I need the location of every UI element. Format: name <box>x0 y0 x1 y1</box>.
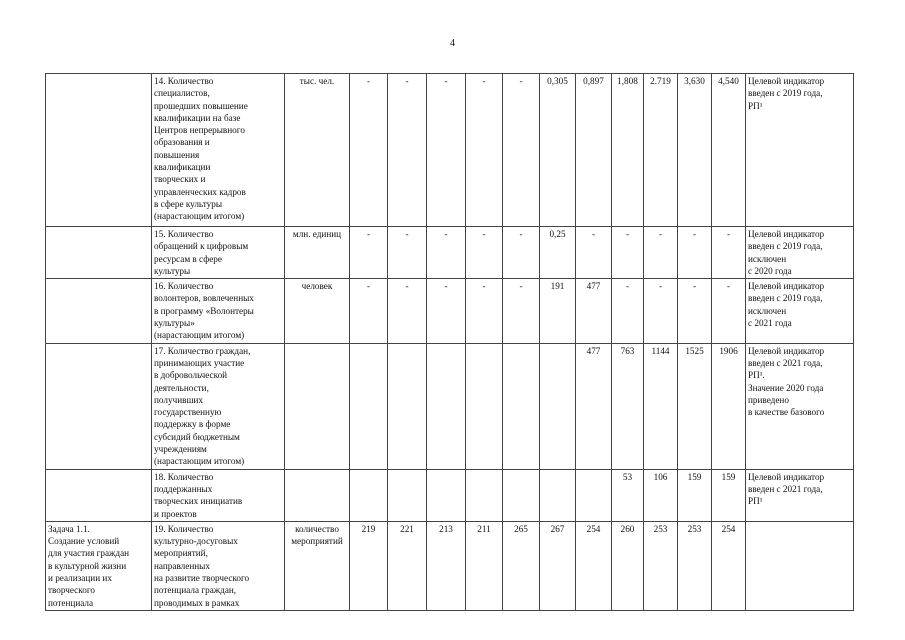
indicator-name-cell-line: в сфере культуры <box>154 198 223 209</box>
indicator-name-cell-line: (нарастающим итогом) <box>154 456 245 467</box>
note-cell-line: РП¹ <box>748 100 763 111</box>
unit-cell: млн. единиц <box>285 227 350 279</box>
note-cell-line: РП¹. <box>748 370 765 381</box>
task-cell <box>46 343 152 469</box>
task-cell <box>46 279 152 343</box>
indicator-name-cell <box>152 521 285 610</box>
value-cell: - <box>503 227 540 279</box>
indicator-name-cell-line: (нарастающим итогом) <box>154 330 245 341</box>
indicator-name-cell-line: 19. Количество <box>154 523 214 534</box>
value-cell <box>503 343 540 469</box>
value-cell: 159 <box>712 469 746 521</box>
value-cell: - <box>388 279 427 343</box>
indicator-name-cell-line: 18. Количество <box>154 471 214 482</box>
value-cell: - <box>712 227 746 279</box>
note-cell-line: введен с 2019 года, <box>748 293 823 304</box>
value-cell: 253 <box>678 521 712 610</box>
value-cell: 477 <box>576 343 612 469</box>
value-cell: - <box>388 227 427 279</box>
value-cell: - <box>350 74 388 227</box>
value-cell: 106 <box>644 469 678 521</box>
value-cell <box>388 343 427 469</box>
value-cell: - <box>612 279 644 343</box>
note-cell-line: Значение 2020 года <box>748 382 824 393</box>
unit-cell: количество мероприятий <box>285 521 350 610</box>
indicator-name-cell <box>152 343 285 469</box>
indicator-name-cell-line: творческих и <box>154 174 206 185</box>
indicator-name-cell-line: учреждениям <box>154 444 207 455</box>
indicator-name-cell <box>152 227 285 279</box>
table-row <box>46 74 854 227</box>
value-cell: - <box>678 279 712 343</box>
value-cell: - <box>503 74 540 227</box>
table-row <box>46 227 854 279</box>
value-cell: - <box>350 279 388 343</box>
note-cell-line: Целевой индикатор <box>748 281 825 292</box>
value-cell: 0,897 <box>576 74 612 227</box>
value-cell: - <box>466 227 503 279</box>
value-cell <box>388 469 427 521</box>
task-cell-line: творческого <box>48 585 95 596</box>
value-cell: 211 <box>466 521 503 610</box>
note-cell-line: введен с 2021 года, <box>748 483 823 494</box>
value-cell <box>576 469 612 521</box>
value-cell: 4,540 <box>712 74 746 227</box>
value-cell <box>350 343 388 469</box>
value-cell: 1906 <box>712 343 746 469</box>
note-cell-line: Целевой индикатор <box>748 229 825 239</box>
note-cell-line: введен с 2019 года, <box>748 241 823 252</box>
indicator-name-cell-line: культуры <box>154 265 191 276</box>
value-cell: 0,25 <box>540 227 576 279</box>
unit-cell <box>285 469 350 521</box>
indicator-name-cell-line: квалификации <box>154 162 211 173</box>
value-cell: 3,630 <box>678 74 712 227</box>
value-cell <box>427 469 466 521</box>
value-cell: 1,808 <box>612 74 644 227</box>
indicator-name-cell-line: 16. Количество <box>154 281 214 292</box>
value-cell: 267 <box>540 521 576 610</box>
value-cell <box>540 469 576 521</box>
note-cell-line: приведено <box>748 394 789 405</box>
value-cell: 253 <box>644 521 678 610</box>
value-cell: 1525 <box>678 343 712 469</box>
value-cell: - <box>427 74 466 227</box>
value-cell: - <box>427 227 466 279</box>
note-cell-line: с 2020 года <box>748 265 792 276</box>
note-cell-line: РП¹ <box>748 496 763 507</box>
note-cell-line: исключен <box>748 253 787 264</box>
unit-cell: человек <box>285 279 350 343</box>
indicator-name-cell-line: в программу «Волонтеры <box>154 305 254 316</box>
indicator-name-cell-line: 14. Количество <box>154 76 214 86</box>
indicator-name-cell-line: 17. Количество граждан, <box>154 345 251 356</box>
indicator-name-cell-line: деятельности, <box>154 382 209 393</box>
task-cell-line: Задача 1.1. <box>48 523 90 534</box>
value-cell: - <box>503 279 540 343</box>
note-cell <box>746 279 854 343</box>
task-cell <box>46 227 152 279</box>
value-cell: - <box>712 279 746 343</box>
value-cell: - <box>427 279 466 343</box>
value-cell: 191 <box>540 279 576 343</box>
indicator-name-cell-line: прошедших повышение <box>154 100 248 111</box>
note-cell <box>746 227 854 279</box>
indicator-name-cell-line: направленных <box>154 560 210 571</box>
table-row <box>46 343 854 469</box>
value-cell: 221 <box>388 521 427 610</box>
indicator-name-cell-line: культуры» <box>154 318 195 329</box>
note-cell-line: Целевой индикатор <box>748 76 825 86</box>
task-cell-line: для участия граждан <box>48 548 130 559</box>
note-cell <box>746 74 854 227</box>
unit-cell: тыс. чел. <box>285 74 350 227</box>
note-cell <box>746 343 854 469</box>
indicator-name-cell-line: и проектов <box>154 508 197 519</box>
indicator-name-cell-line: принимающих участие <box>154 357 245 368</box>
value-cell: 2.719 <box>644 74 678 227</box>
indicator-name-cell-line: специалистов, <box>154 88 210 99</box>
value-cell <box>427 343 466 469</box>
value-cell: 1144 <box>644 343 678 469</box>
table-row <box>46 521 854 610</box>
value-cell: 159 <box>678 469 712 521</box>
value-cell: - <box>612 227 644 279</box>
note-cell-line: Целевой индикатор <box>748 345 825 356</box>
value-cell: - <box>466 74 503 227</box>
indicator-name-cell-line: управленческих кадров <box>154 186 246 197</box>
value-cell: 260 <box>612 521 644 610</box>
indicator-name-cell-line: потенциала граждан, <box>154 585 237 596</box>
value-cell: - <box>466 279 503 343</box>
indicator-name-cell-line: Центров непрерывного <box>154 125 245 136</box>
value-cell: 219 <box>350 521 388 610</box>
value-cell <box>466 343 503 469</box>
value-cell <box>540 343 576 469</box>
value-cell: 254 <box>712 521 746 610</box>
value-cell: 53 <box>612 469 644 521</box>
value-cell: 477 <box>576 279 612 343</box>
indicator-name-cell <box>152 469 285 521</box>
table-row <box>46 469 854 521</box>
indicator-name-cell-line: творческих инициатив <box>154 496 243 507</box>
value-cell: - <box>576 227 612 279</box>
indicator-name-cell-line: проводимых в рамках <box>154 597 240 608</box>
value-cell: - <box>644 279 678 343</box>
indicator-name-cell-line: государственную <box>154 407 222 418</box>
value-cell <box>503 469 540 521</box>
task-cell-line: и реализации их <box>48 573 112 584</box>
task-cell <box>46 469 152 521</box>
indicator-name-cell-line: на развитие творческого <box>154 573 250 584</box>
task-cell <box>46 74 152 227</box>
indicator-name-cell <box>152 74 285 227</box>
indicator-name-cell-line: повышения <box>154 149 200 160</box>
unit-cell <box>285 343 350 469</box>
indicator-name-cell-line: 15. Количество <box>154 229 214 239</box>
indicator-name-cell-line: культурно-досуговых <box>154 536 238 547</box>
note-cell <box>746 521 854 610</box>
page-number: 4 <box>450 38 455 49</box>
indicator-name-cell-line: поддержанных <box>154 483 213 494</box>
indicator-name-cell <box>152 279 285 343</box>
table-row <box>46 279 854 343</box>
indicator-name-cell-line: (нарастающим итогом) <box>154 211 245 222</box>
value-cell <box>466 469 503 521</box>
value-cell: 0,305 <box>540 74 576 227</box>
indicator-name-cell-line: обращений к цифровым <box>154 241 249 252</box>
task-cell-line: Создание условий <box>48 536 120 547</box>
value-cell: 254 <box>576 521 612 610</box>
indicator-name-cell-line: ресурсам в сфере <box>154 253 222 264</box>
note-cell-line: с 2021 года <box>748 318 792 329</box>
value-cell: - <box>388 74 427 227</box>
indicator-name-cell-line: получивших <box>154 394 204 405</box>
value-cell: 763 <box>612 343 644 469</box>
note-cell-line: введен с 2021 года, <box>748 357 823 368</box>
value-cell: - <box>644 227 678 279</box>
indicator-name-cell-line: квалификации на базе <box>154 112 241 123</box>
note-cell-line: в качестве базового <box>748 407 825 418</box>
task-cell <box>46 521 152 610</box>
value-cell: - <box>350 227 388 279</box>
note-cell-line: исключен <box>748 305 787 316</box>
task-cell-line: в культурной жизни <box>48 560 127 571</box>
value-cell: - <box>678 227 712 279</box>
indicator-name-cell-line: волонтеров, вовлеченных <box>154 293 254 304</box>
indicator-name-cell-line: в добровольческой <box>154 370 228 381</box>
indicator-name-cell-line: образования и <box>154 137 210 148</box>
note-cell-line: Целевой индикатор <box>748 471 825 482</box>
task-cell-line: потенциала <box>48 597 94 608</box>
indicator-name-cell-line: мероприятий, <box>154 548 208 559</box>
value-cell: 213 <box>427 521 466 610</box>
value-cell: 265 <box>503 521 540 610</box>
note-cell-line: введен с 2019 года, <box>748 88 823 99</box>
note-cell <box>746 469 854 521</box>
indicator-name-cell-line: поддержку в форме <box>154 419 231 430</box>
indicators-table <box>45 73 854 611</box>
indicator-name-cell-line: субсидий бюджетным <box>154 431 240 442</box>
value-cell <box>350 469 388 521</box>
